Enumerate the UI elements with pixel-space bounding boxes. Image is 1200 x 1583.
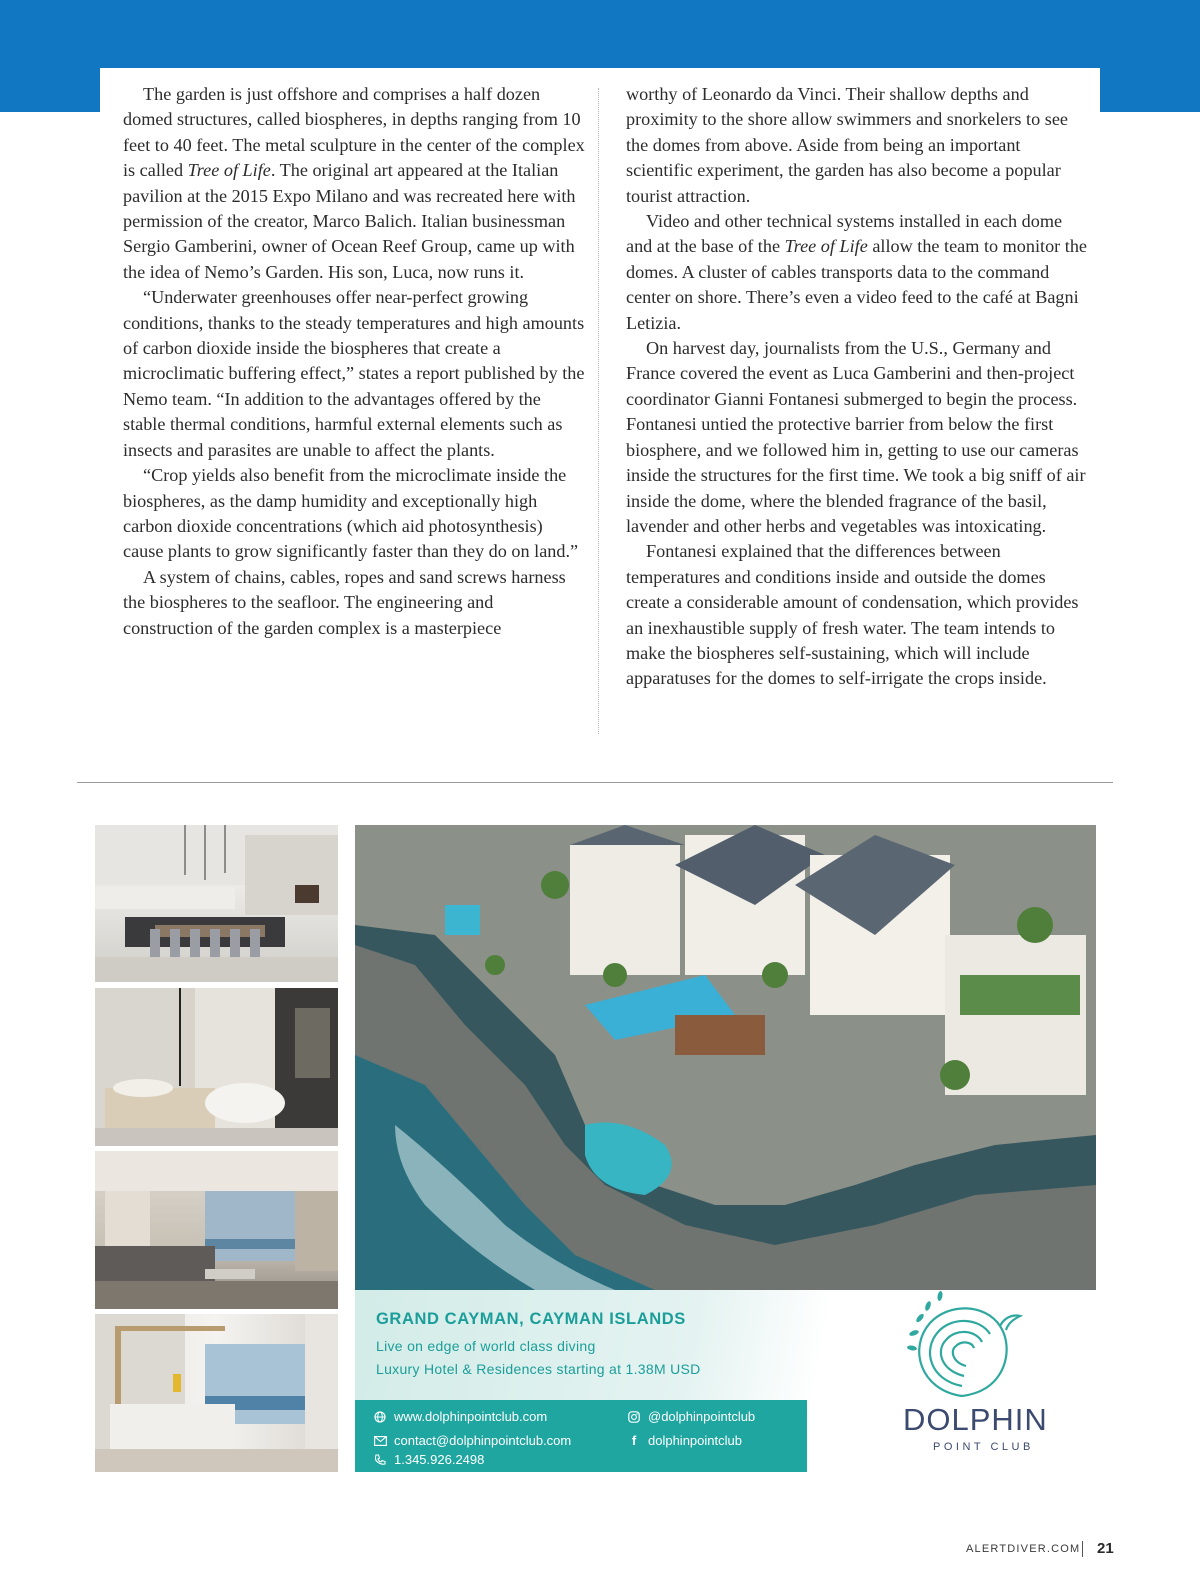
page-number: 21 — [1097, 1540, 1114, 1557]
italic-title: Tree of Life — [784, 236, 868, 257]
section-rule — [77, 782, 1113, 783]
ad-info-panel — [355, 1290, 1096, 1472]
instagram-link[interactable] — [627, 1409, 755, 1424]
living-room-photo — [95, 1151, 338, 1309]
globe-icon — [373, 1410, 387, 1424]
paragraph: “Crop yields also benefit from the microclimate inside the biospheres, as the damp humidity and exceptionally high carbon dioxide concentrations (which aid photosynthesis) cause plants to grow significantly faster than they do on land.” — [123, 465, 579, 562]
footer-divider — [1082, 1541, 1083, 1557]
site-url: ALERTDIVER.COM — [966, 1543, 1081, 1555]
phone-icon — [373, 1453, 387, 1467]
ad-price-line: Luxury Hotel & Residences starting at 1.38M USD — [376, 1361, 701, 1377]
website-text: www.dolphinpointclub.com — [394, 1409, 548, 1424]
kitchen-dining-photo — [95, 825, 338, 982]
instagram-text: @dolphinpointclub — [648, 1409, 756, 1424]
brand-subtitle: POINT CLUB — [933, 1441, 1034, 1453]
paragraph: worthy of Leonardo da Vinci. Their shallow depths and proximity to the shore allow swimmers and snorkelers to see the domes from above. Aside from being an important scientific experiment, the garden has also become a popular tourist attraction. — [626, 84, 1068, 206]
email-text: contact@dolphinpointclub.com — [394, 1433, 572, 1448]
brand-name: DOLPHIN — [903, 1402, 1048, 1437]
paragraph: Fontanesi explained that the differences between temperatures and conditions inside and outside the domes create a considerable amount of condensation, which provides an inexhaustible supply of fresh water. The team intends to make the biospheres self-sustaining, which will include apparatuses for the domes to self-irrigate the crops inside. — [626, 541, 1079, 689]
facebook-icon: f — [631, 1433, 637, 1448]
facebook-text: dolphinpointclub — [648, 1433, 742, 1448]
paragraph: “Underwater greenhouses offer near-perfect growing conditions, thanks to the steady temperatures and high amounts of carbon dioxide inside the biospheres that create a microclimatic buffering effect,” states a report published by the Nemo team. “In addition to the advantages offered by the stable thermal conditions, harmful external elements such as insects and parasites are unable to affect the plants. — [123, 287, 585, 460]
dolphin-logo-icon — [900, 1278, 1035, 1403]
article-column-left — [123, 82, 585, 641]
ad-tagline: Live on edge of world class diving — [376, 1338, 596, 1354]
ad-headline: GRAND CAYMAN, CAYMAN ISLANDS — [376, 1310, 686, 1328]
mail-icon — [373, 1434, 387, 1448]
facebook-link[interactable] — [627, 1433, 742, 1448]
website-link[interactable] — [373, 1409, 547, 1424]
ad-panel-content — [355, 1290, 1096, 1472]
paragraph: Video and other technical systems installed in each dome and at the base of the Tree of Life allow the team to monitor the domes. A cluster of cables transports data to the command center on shore. There’s even a video feed to the café at Bagni Letizia. — [626, 211, 1087, 333]
article-column-right — [626, 82, 1091, 692]
paragraph: On harvest day, journalists from the U.S., Germany and France covered the event as Luca Gamberini and then-project coordinator Gianni Fontanesi submerged to begin the process. Fontanesi untied the protective barrier from below the first biosphere, and we followed him in, getting to use our cameras inside the structures for the first time. We took a big sniff of air inside the dome, where the blended fragrance of the basil, lavender and other herbs and vegetables was intoxicating. — [626, 338, 1086, 536]
paragraph: The garden is just offshore and comprises a half dozen domed structures, called biospheres, in depths ranging from 10 feet to 40 feet. The metal sculpture in the center of the complex is called Tree of Life. The original art appeared at the Italian pavilion at the 2015 Expo Milano and was recreated here with permission of the creator, Marco Balich. Italian businessman Sergio Gamberini, owner of Ocean Reef Group, came up with the idea of Nemo’s Garden. His son, Luca, now runs it. — [123, 84, 585, 282]
phone-text: 1.345.926.2498 — [394, 1452, 485, 1467]
bathroom-photo — [95, 988, 338, 1146]
column-divider — [598, 88, 599, 734]
email-link[interactable] — [373, 1433, 571, 1448]
italic-title: Tree of Life — [187, 160, 271, 181]
contact-bar — [355, 1400, 807, 1472]
paragraph: A system of chains, cables, ropes and sand screws harness the biospheres to the seafloor. The engineering and construction of the garden complex is a masterpiece — [123, 566, 566, 638]
bedroom-photo — [95, 1314, 338, 1472]
instagram-icon — [627, 1410, 641, 1424]
phone-link[interactable] — [373, 1452, 484, 1467]
